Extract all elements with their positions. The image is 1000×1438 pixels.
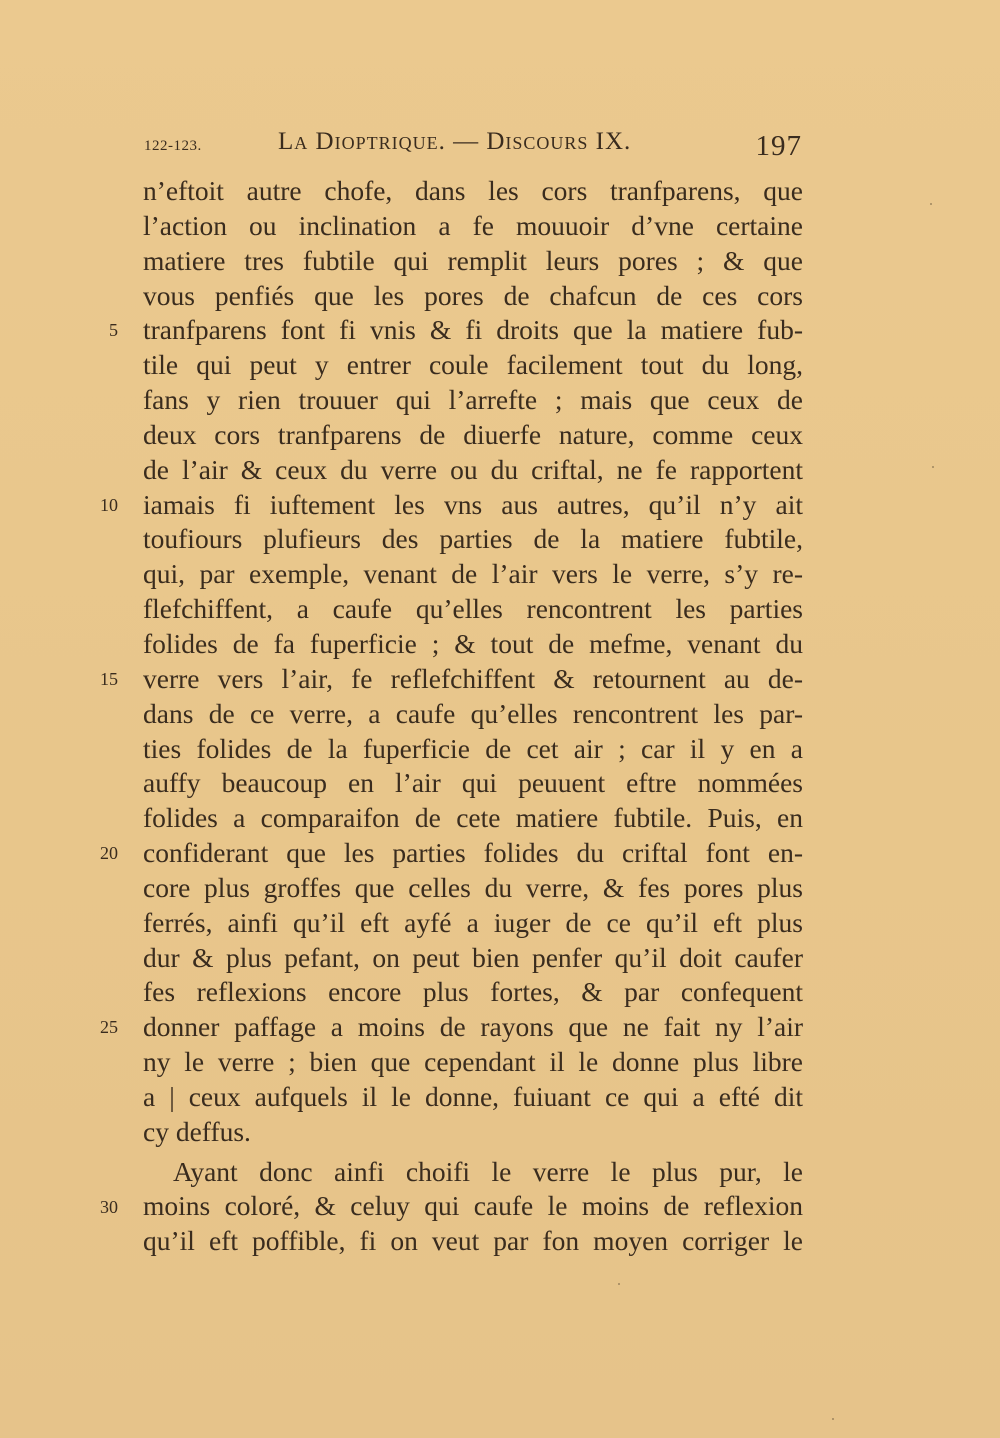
margin-line-number: 20 [100,843,118,864]
text-line: auffy beaucoup en l’air qui peuuent eftre nommées [143,767,803,799]
text-line: folides de fa fuperficie ; & tout de mefme, venant du [143,627,803,659]
text-line: cy deffus. [143,1115,251,1147]
paper-speck [932,466,934,468]
text-line: ferrés, ainfi qu’il eft ayfé a iuger de ce qu’il eft plus [143,906,803,938]
paper-speck [618,1283,620,1285]
text-line: fes reflexions encore plus fortes, & par confequent [143,976,803,1008]
running-header [144,128,804,164]
paper-speck [832,1418,834,1420]
margin-line-number: 30 [100,1196,118,1217]
text-line: de l’air & ceux du verre ou du criftal, ne fe rapportent [143,453,803,485]
running-title: La Dioptrique. — Discours IX. [278,128,632,155]
text-line: n’eftoit autre chofe, dans les cors tranfparens, que [143,175,803,206]
text-line: dans de ce verre, a caufe qu’elles rencontrent les par- [143,697,803,729]
text-line: qui, par exemple, venant de l’air vers le verre, s’y re- [143,558,803,590]
margin-line-number: 10 [100,494,118,515]
text-line: moins coloré, & celuy qui caufe le moins de reflexion [143,1190,803,1222]
text-line: deux cors tranfparens de diuerfe nature, comme ceux [143,418,803,450]
text-line: matiere tres fubtile qui remplit leurs pores ; & que [143,244,803,276]
text-line: l’action ou inclination a fe mouuoir d’vne certaine [143,209,803,241]
text-line: iamais fi iuftement les vns aus autres, qu’il n’y ait [143,488,803,520]
text-line: ties folides de la fuperficie de cet air ; car il y en a [143,732,803,764]
page-number: 197 [755,130,802,162]
text-line: a | ceux aufquels il le donne, fuiuant ce qui a efté dit [143,1080,803,1112]
text-line: verre vers l’air, fe reflefchiffent & retournent au de- [143,662,803,694]
text-line: tile qui peut y entrer coule facilement tout du long, [143,349,803,381]
text-line: Ayant donc ainfi choifi le verre le plus pur, le [173,1155,803,1187]
text-line: confiderant que les parties folides du criftal font en- [143,837,803,869]
body-text [143,174,803,1259]
margin-line-number: 25 [100,1017,118,1038]
text-line: ny le verre ; bien que cependant il le donne plus libre [143,1046,803,1078]
text-line: core plus groffes que celles du verre, & fes pores plus [143,871,803,903]
text-line: flefchiffent, a caufe qu’elles rencontrent les parties [143,593,803,625]
text-line: folides a comparaifon de cete matiere fubtile. Puis, en [143,802,803,834]
page-reference: 122-123. [144,138,202,154]
text-line: toufiours plufieurs des parties de la matiere fubtile, [143,523,803,555]
text-line: donner paffage a moins de rayons que ne fait ny l’air [143,1011,803,1043]
text-line: qu’il eft poffible, fi on veut par fon moyen corriger le [143,1225,803,1257]
text-line: vous penfiés que les pores de chafcun de ces cors [143,279,803,311]
text-line: tranfparens font fi vnis & fi droits que la matiere fub- [143,314,803,346]
text-line: dur & plus pefant, on peut bien penfer qu’il doit caufer [143,941,803,973]
margin-line-number: 5 [109,320,118,341]
margin-line-number: 15 [100,668,118,689]
text-line: fans y rien trouuer qui l’arrefte ; mais que ceux de [143,384,803,416]
paper-speck [930,203,932,205]
